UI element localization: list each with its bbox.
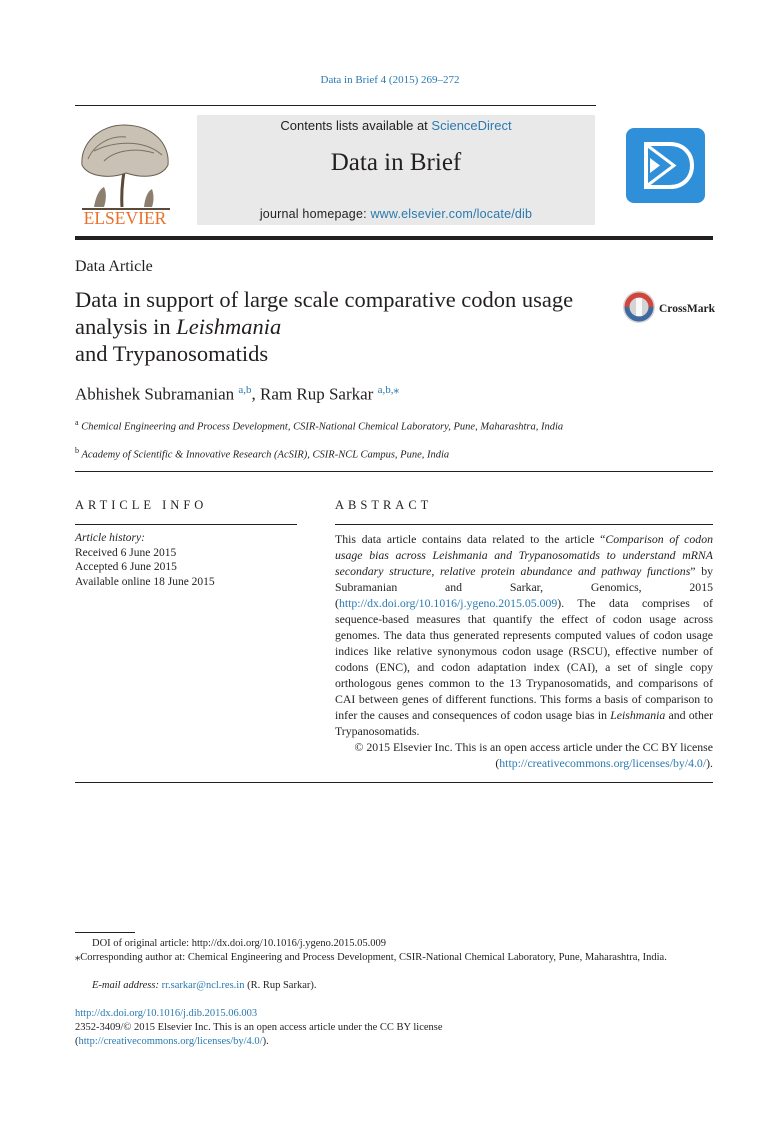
corresponding-mark: ⁎ <box>75 952 81 963</box>
abstract-text-4: and other Trypanosomatids. <box>335 708 714 738</box>
bottom-cc-close: ). <box>262 1036 269 1047</box>
abstract-rule <box>335 524 713 525</box>
contents-line <box>197 118 595 133</box>
abstract-body <box>335 531 713 771</box>
author-1-affiliation-marks[interactable]: a,b <box>238 384 252 396</box>
received-date: Received 6 June 2015 <box>75 546 177 559</box>
author-2-affiliation-marks[interactable]: a,b,⁎ <box>377 384 399 396</box>
homepage-prefix: journal homepage: <box>259 207 371 221</box>
issn-line: 2352-3409/© 2015 Elsevier Inc. This is an open access article under the CC BY license <box>75 1022 443 1033</box>
journal-reference[interactable]: Data in Brief 4 (2015) 269–272 <box>320 74 460 86</box>
data-in-brief-logo-icon[interactable] <box>626 128 705 203</box>
journal-banner <box>197 115 595 225</box>
affiliation-b-mark: b <box>75 446 79 455</box>
article-title <box>75 286 615 367</box>
abstract-end-rule <box>75 782 713 783</box>
article-doi-link[interactable]: http://dx.doi.org/10.1016/j.dib.2015.06.003 <box>75 1008 258 1019</box>
copyright-text: © 2015 Elsevier Inc. This is an open access article under the CC BY license ( <box>354 740 713 770</box>
affiliation-b-text: Academy of Scientific & Innovative Research (AcSIR), CSIR-NCL Campus, Pune, India <box>81 449 450 461</box>
footnote-original-doi: DOI of original article: http://dx.doi.org/10.1016/j.ygeno.2015.05.009 <box>92 938 387 949</box>
email-label: E-mail address: <box>92 980 162 991</box>
journal-title: Data in Brief <box>330 149 462 176</box>
bottom-cc-open: ( <box>75 1036 79 1047</box>
affiliation-b <box>75 444 605 463</box>
article-info-heading: ARTICLE INFO <box>75 498 208 512</box>
abstract-copyright <box>335 739 713 771</box>
email-owner: (R. Rup Sarkar). <box>244 980 317 991</box>
publisher-name: ELSEVIER <box>83 208 167 227</box>
elsevier-tree-icon <box>82 125 170 209</box>
bottom-cc-line <box>75 1035 443 1049</box>
homepage-line <box>197 207 595 221</box>
article-bottom-info <box>75 1007 443 1049</box>
homepage-link[interactable]: www.elsevier.com/locate/dib <box>370 207 533 221</box>
header-thick-rule <box>75 236 713 240</box>
affiliation-a-mark: a <box>75 418 79 427</box>
author-separator: , <box>251 384 260 404</box>
author-1[interactable]: Abhishek Subramanian <box>75 384 235 404</box>
affiliation-a-text: Chemical Engineering and Process Development, CSIR-National Chemical Laboratory, Pune, Maharashtra, India <box>81 421 564 433</box>
title-part-2: and Trypanosomatids <box>75 341 269 366</box>
abstract-doi-link[interactable]: http://dx.doi.org/10.1016/j.ygeno.2015.05.009 <box>338 596 558 610</box>
accepted-date: Accepted 6 June 2015 <box>75 561 177 573</box>
online-date: Available online 18 June 2015 <box>75 575 215 588</box>
affiliation-a <box>75 416 605 435</box>
author-2[interactable]: Ram Rup Sarkar <box>260 384 374 404</box>
bottom-cc-link[interactable]: http://creativecommons.org/licenses/by/4.0/ <box>78 1036 263 1047</box>
footnote-corresponding-author <box>75 951 713 965</box>
elsevier-logo[interactable] <box>74 115 176 227</box>
cc-license-link[interactable]: http://creativecommons.org/licenses/by/4.0/ <box>499 756 707 770</box>
abstract-text-3: ). The data comprises of sequence-based measures that quantify the effect of codon usage across genomes. The data thus generated represents computed values of codon usage indices like relative synonymous codon usage (RSCU), effective number of codons (ENC), and codon adaptation index (CAI), a set of single copy orthologous genes common to the 13 Trypanosomatids, and comparisons of CAI between genes of different functions. This forms a basis of comparison to infer the causes and consequences of codon usage bias in <box>335 596 713 722</box>
footnote-email <box>75 979 713 993</box>
corresponding-text: Corresponding author at: Chemical Engineering and Process Development, CSIR-National Chemical Laboratory, Pune, Maharashtra, India. <box>80 952 667 963</box>
title-part-1: Data in support of large scale comparative codon usage analysis in <box>75 287 574 339</box>
crossmark-badge[interactable] <box>621 289 721 329</box>
header-rule <box>75 105 596 106</box>
article-info-rule <box>75 524 297 525</box>
abstract-paragraph <box>335 531 713 739</box>
article-history <box>75 531 215 589</box>
sciencedirect-link[interactable]: ScienceDirect <box>431 118 512 133</box>
abstract-text-2: ” by Subramanian and Sarkar, Genomics, 2015 ( <box>335 564 713 610</box>
contents-prefix: Contents lists available at <box>280 118 432 133</box>
email-link[interactable]: rr.sarkar@ncl.res.in <box>161 980 245 991</box>
copyright-end: ). <box>706 756 713 770</box>
title-italic: Leishmania <box>176 314 282 339</box>
footnote-rule <box>75 932 135 933</box>
section-rule <box>75 471 713 472</box>
article-type: Data Article <box>75 258 153 275</box>
author-list <box>75 383 399 405</box>
crossmark-icon <box>623 291 655 323</box>
crossmark-label: CrossMark <box>659 303 716 315</box>
abstract-cited-title: Comparison of codon usage bias across Leishmania and Trypanosomatids to understand mRNA secondary structure, relative protein abundance and pathway functions <box>335 532 713 578</box>
abstract-text-1: This data article contains data related to the article “ <box>335 532 606 546</box>
abstract-heading: ABSTRACT <box>335 498 433 512</box>
abstract-italic-term: Leishmania <box>610 708 666 722</box>
history-label: Article history: <box>75 532 145 544</box>
